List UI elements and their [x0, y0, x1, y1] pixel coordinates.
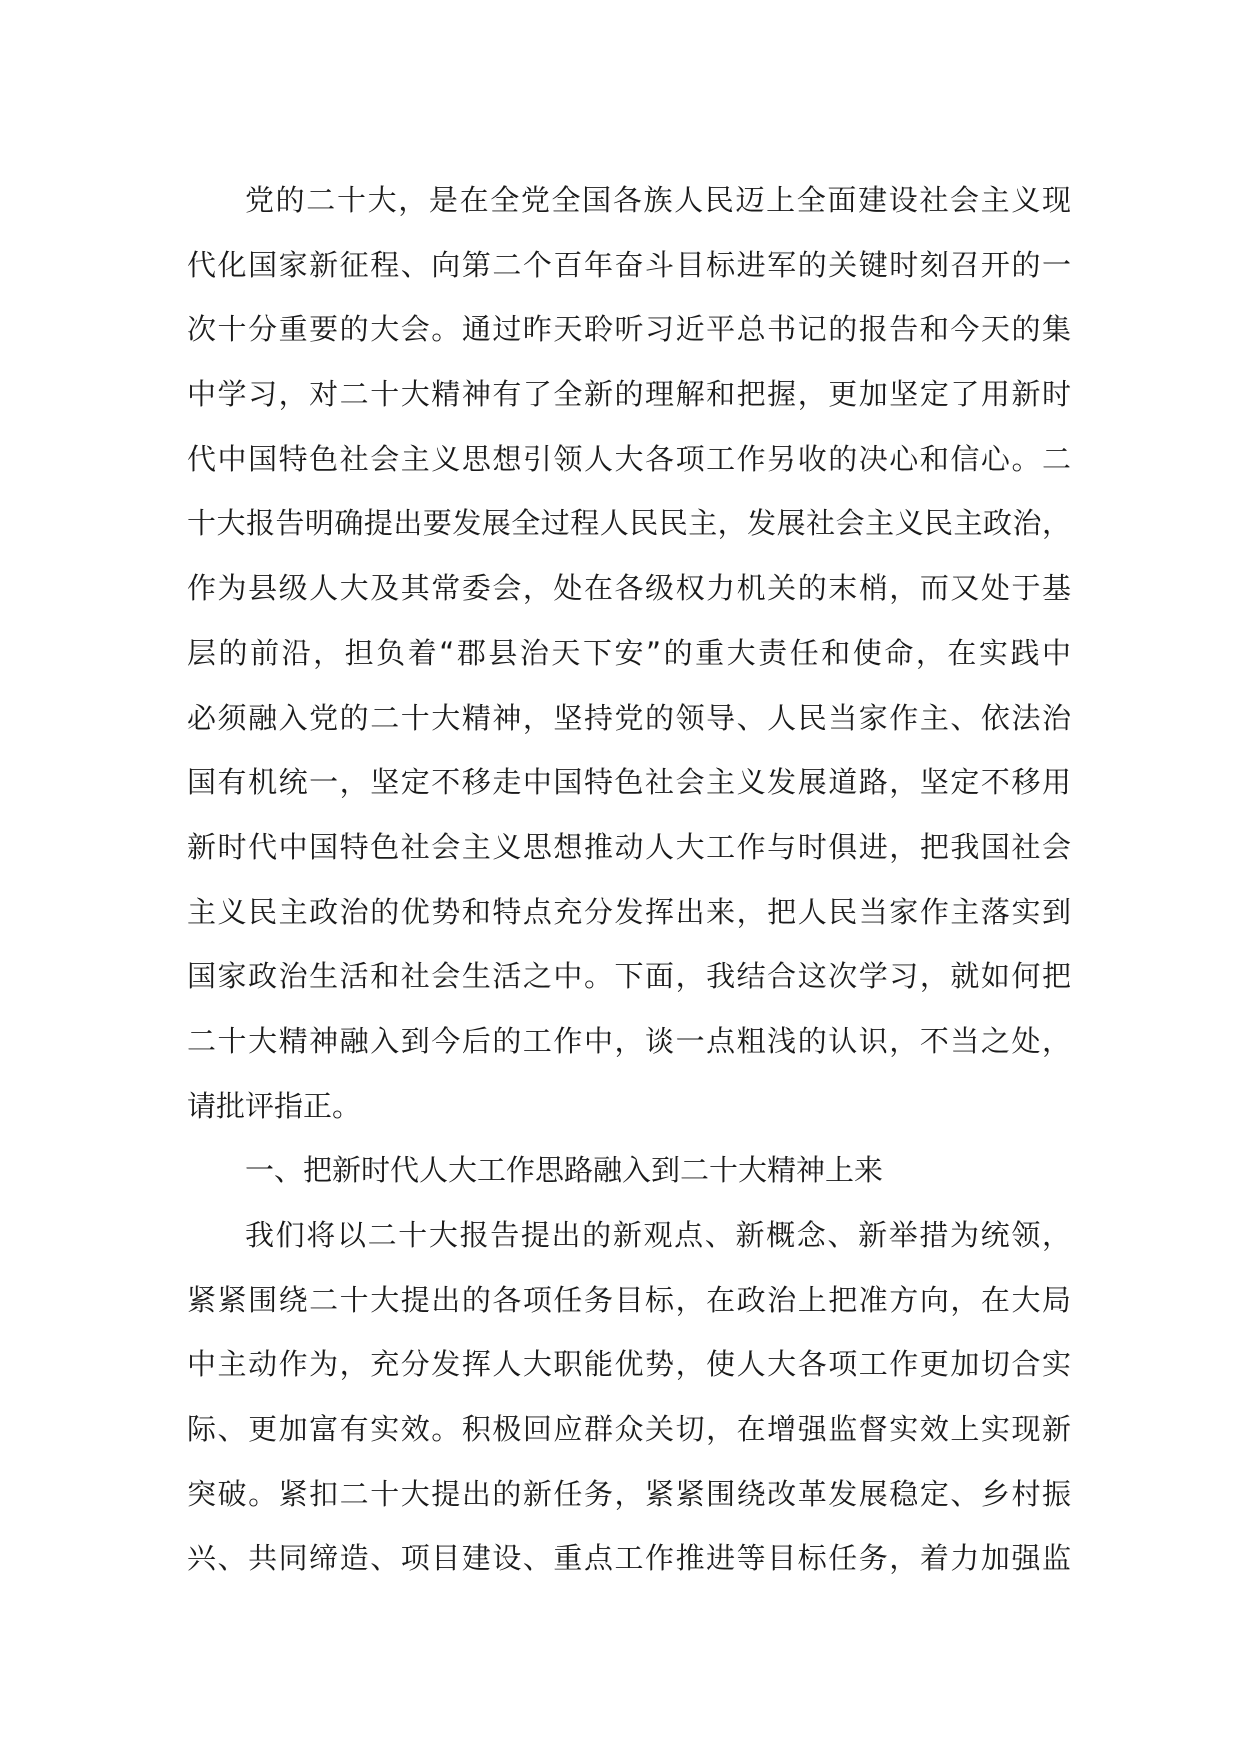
text-line: 请批评指正。 — [187, 1088, 362, 1123]
text-line: 中主动作为，充分发挥人大职能优势，使人大各项工作更加切合实 — [187, 1347, 1071, 1382]
text-line: 我们将以二十大报告提出的新观点、新概念、新举措为统领， — [245, 1218, 1071, 1252]
text-line: 际、更加富有实效。积极回应群众关切，在增强监督实效上实现新 — [187, 1412, 1071, 1447]
text-line: 代中国特色社会主义思想引领人大各项工作另收的决心和信心。二 — [187, 441, 1071, 476]
text-line: 兴、共同缔造、项目建设、重点工作推进等目标任务，着力加强监 — [187, 1541, 1071, 1576]
text-line: 作为县级人大及其常委会，处在各级权力机关的末梢，而又处于基 — [187, 571, 1071, 606]
text-line: 紧紧围绕二十大提出的各项任务目标，在政治上把准方向，在大局 — [187, 1282, 1071, 1317]
text-line: 层的前沿，担负着“郡县治天下安”的重大责任和使命，在实践中 — [187, 635, 1071, 670]
text-line: 十大报告明确提出要发展全过程人民民主，发展社会主义民主政治， — [187, 506, 1071, 541]
text-line: 主义民主政治的优势和特点充分发挥出来，把人民当家作主落实到 — [187, 894, 1071, 929]
text-line: 国家政治生活和社会生活之中。下面，我结合这次学习，就如何把 — [187, 959, 1071, 994]
text-line: 必须融入党的二十大精神，坚持党的领导、人民当家作主、依法治 — [187, 700, 1071, 735]
text-line: 二十大精神融入到今后的工作中，谈一点粗浅的认识，不当之处， — [187, 1023, 1071, 1058]
text-line: 突破。紧扣二十大提出的新任务，紧紧围绕改革发展稳定、乡村振 — [187, 1476, 1071, 1511]
text-line: 次十分重要的大会。通过昨天聆听习近平总书记的报告和今天的集 — [187, 312, 1071, 347]
text-line: 代化国家新征程、向第二个百年奋斗目标进军的关键时刻召开的一 — [187, 247, 1071, 282]
text-line: 新时代中国特色社会主义思想推动人大工作与时俱进，把我国社会 — [187, 829, 1071, 864]
text-line: 党的二十大，是在全党全国各族人民迈上全面建设社会主义现 — [245, 183, 1071, 217]
text-line: 中学习，对二十大精神有了全新的理解和把握，更加坚定了用新时 — [187, 377, 1071, 412]
text-line: 国有机统一，坚定不移走中国特色社会主义发展道路，坚定不移用 — [187, 765, 1071, 800]
text-line: 一、把新时代人大工作思路融入到二十大精神上来 — [245, 1153, 884, 1188]
document-body — [187, 168, 1071, 1591]
